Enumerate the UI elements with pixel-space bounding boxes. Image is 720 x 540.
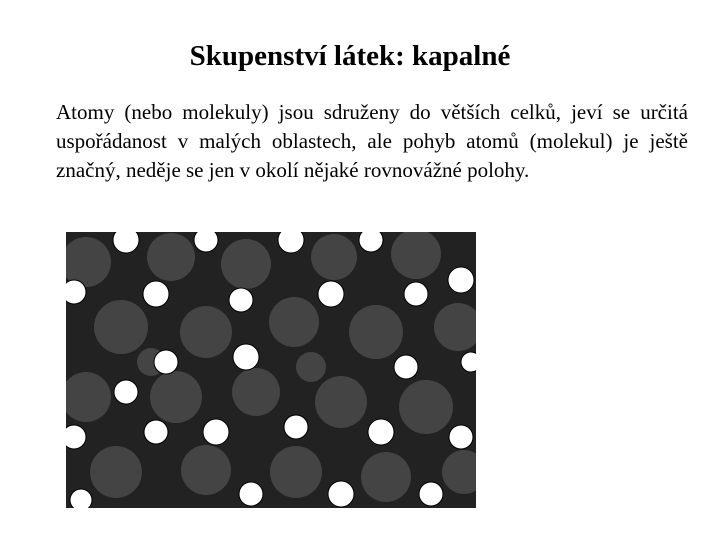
large-particle [349, 305, 403, 359]
small-particle [113, 232, 139, 253]
small-particle [328, 481, 354, 507]
small-particle [70, 489, 92, 508]
large-particle [150, 371, 202, 423]
slide-title: Skupenství látek: kapalné [189, 40, 511, 72]
large-particle [94, 300, 148, 354]
small-particle [239, 482, 263, 506]
small-particle [66, 280, 86, 304]
small-particle [461, 352, 476, 372]
small-particle [394, 355, 418, 379]
small-particle [449, 425, 473, 449]
small-particle [368, 419, 394, 445]
small-particle [66, 425, 86, 449]
small-particle [233, 344, 259, 370]
small-particle [194, 232, 218, 252]
large-particle [232, 368, 280, 416]
small-particle [448, 267, 474, 293]
small-particle [114, 380, 138, 404]
large-particle [269, 297, 319, 347]
small-particle [284, 415, 308, 439]
large-particle [296, 352, 326, 382]
large-particle [147, 233, 195, 281]
large-particle [270, 446, 322, 498]
small-particle [203, 419, 229, 445]
small-particle [318, 281, 344, 307]
large-particle [180, 306, 232, 358]
small-particle [359, 232, 383, 252]
small-particle [143, 281, 169, 307]
large-particle [181, 445, 231, 495]
small-particle [229, 288, 253, 312]
large-particle [361, 452, 411, 502]
large-particle [221, 239, 271, 289]
small-particle [278, 232, 304, 253]
small-particle [144, 420, 168, 444]
large-particle [311, 234, 357, 280]
small-particle [404, 282, 428, 306]
large-particle [315, 376, 367, 428]
description-paragraph: Atomy (nebo molekuly) jsou sdruženy do větších celků, jeví se určitá uspořádanost v malých oblastech, ale pohyb atomů (molekul) je ještě značný, neděje se jen v okolí nějaké rovnovážné polohy. [56, 100, 688, 182]
liquid-particles-diagram [66, 232, 476, 508]
large-particle [399, 380, 453, 434]
small-particle [154, 350, 178, 374]
small-particle [419, 482, 443, 506]
large-particle [90, 446, 142, 498]
